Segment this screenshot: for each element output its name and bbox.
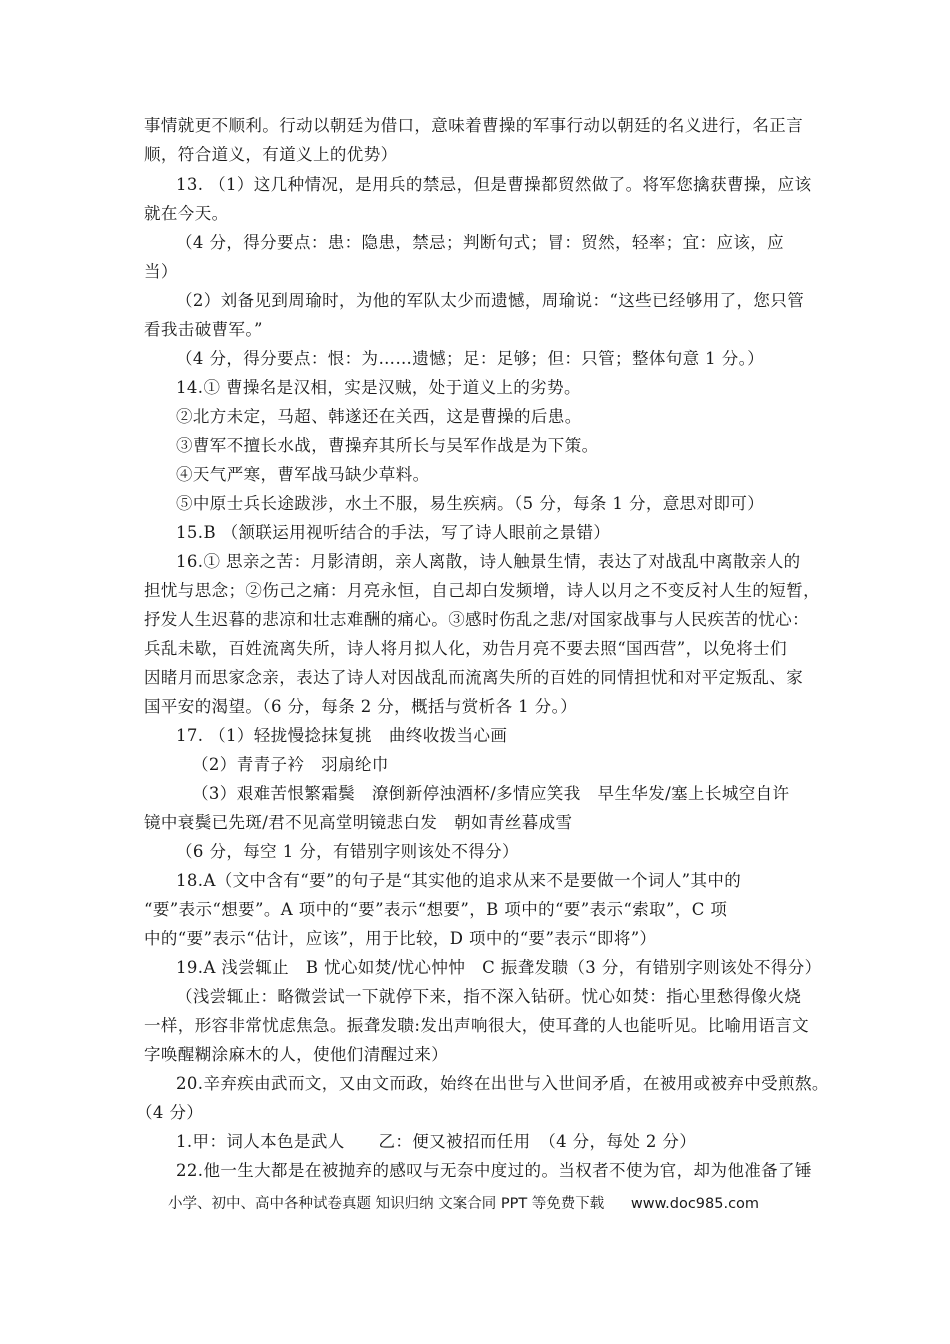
text-line: ②北方未定，马超、韩遂还在关西，这是曹操的后患。 [176, 407, 582, 426]
text-line: 22.他一生大都是在被抛弃的感叹与无奈中度过的。当权者不使为官，却为他准备了锤 [176, 1161, 812, 1180]
text-line: 16.① 思亲之苦：月影清朗，亲人离散，诗人触景生情，表达了对战乱中离散亲人的 [176, 552, 801, 571]
text-line: 顺，符合道义，有道义上的优势） [144, 145, 398, 164]
page-footer [168, 1192, 759, 1213]
text-line: 14.① 曹操名是汉相，实是汉贼，处于道义上的劣势。 [176, 378, 581, 397]
text-line: 15.B （颔联运用视听结合的手法，写了诗人眼前之景错） [176, 523, 611, 542]
text-line: “要”表示“想要”。A 项中的“要”表示“想要”，B 项中的“要”表示“索取”，C 项 [144, 900, 728, 919]
text-line: 镜中衰鬓已先斑/君不见高堂明镜悲白发 朝如青丝暮成雪 [144, 813, 573, 832]
text-line: （2）刘备见到周瑜时，为他的军队太少而遗憾，周瑜说：“这些已经够用了，您只管 [176, 291, 805, 310]
text-line: （4 分，得分要点：患：隐患，禁忌；判断句式；冒：贸然，轻率；宜：应该，应 [176, 233, 785, 252]
text-line: 就在今天。 [144, 204, 229, 223]
text-line: 兵乱未歇，百姓流离失所，诗人将月拟人化，劝告月亮不要去照“国西营”，以免将士们 [144, 639, 787, 658]
text-line: ⑤中原士兵长途跋涉，水土不服，易生疾病。（5 分，每条 1 分，意思对即可） [176, 494, 765, 513]
text-line: （4 分） [136, 1103, 204, 1122]
text-line: （浅尝辄止：略微尝试一下就停下来，指不深入钻研。忧心如焚：指心里愁得像火烧 [176, 987, 802, 1006]
text-line: 19.A 浅尝辄止 B 忧心如焚/忧心忡忡 C 振聋发聩（3 分，有错别字则该处不得分） [176, 958, 822, 977]
text-line: 抒发人生迟暮的悲凉和壮志难酬的痛心。③感时伤乱之悲/对国家战事与人民疾苦的忧心： [144, 610, 810, 629]
text-line: 担忧与思念；②伤己之痛：月亮永恒，自己却白发频增，诗人以月之不变反衬人生的短暂， [144, 581, 820, 600]
text-line: 字唤醒糊涂麻木的人，使他们清醒过来） [144, 1045, 449, 1064]
text-line: 看我击破曹军。” [144, 320, 263, 339]
text-line: 因睹月而思家念亲，表达了诗人对因战乱而流离失所的百姓的同情担忧和对平定叛乱、家 [144, 668, 804, 687]
text-line: 13. （1）这几种情况，是用兵的禁忌，但是曹操都贸然做了。将军您擒获曹操，应该 [176, 175, 812, 194]
footer-link[interactable]: www.doc985.com [630, 1196, 760, 1212]
text-line: 20.辛弃疾由武而文，又由文而政，始终在出世与入世间矛盾，在被用或被弃中受煎熬。 [176, 1074, 829, 1093]
text-line: （4 分，得分要点：恨：为……遗憾；足：足够；但：只管；整体句意 1 分。） [176, 349, 765, 368]
text-line: ④天气严寒，曹军战马缺少草料。 [176, 465, 430, 484]
text-line: （3）艰难苦恨繁霜鬓 潦倒新停浊酒杯/多情应笑我 早生华发/塞上长城空自许 [192, 784, 790, 803]
text-line: 当） [144, 262, 178, 281]
text-line: 国平安的渴望。（6 分，每条 2 分，概括与赏析各 1 分。） [144, 697, 578, 716]
text-line: （6 分，每空 1 分，有错别字则该处不得分） [176, 842, 519, 861]
text-line: 事情就更不顺利。行动以朝廷为借口，意味着曹操的军事行动以朝廷的名义进行，名正言 [144, 116, 804, 135]
text-line: ③曹军不擅长水战，曹操弃其所长与吴军作战是为下策。 [176, 436, 599, 455]
footer-text: 小学、初中、高中各种试卷真题 知识归纳 文案合同 PPT 等免费下载 [168, 1196, 605, 1212]
text-line: （2）青青子衿 羽扇纶巾 [192, 755, 389, 774]
text-line: 18.A（文中含有“要”的句子是“其实他的追求从来不是要做一个词人”其中的 [176, 871, 742, 890]
text-line: 一样，形容非常忧虑焦急。振聋发聩:发出声响很大，使耳聋的人也能听见。比喻用语言文 [144, 1016, 810, 1035]
text-line: 17. （1）轻拢慢捻抹复挑 曲终收拨当心画 [176, 726, 508, 745]
text-line: 中的“要”表示“估计，应该”，用于比较，D 项中的“要”表示“即将”） [144, 929, 657, 948]
text-line: 1.甲：词人本色是武人 乙：便又被招而任用 （4 分，每处 2 分） [176, 1132, 697, 1151]
